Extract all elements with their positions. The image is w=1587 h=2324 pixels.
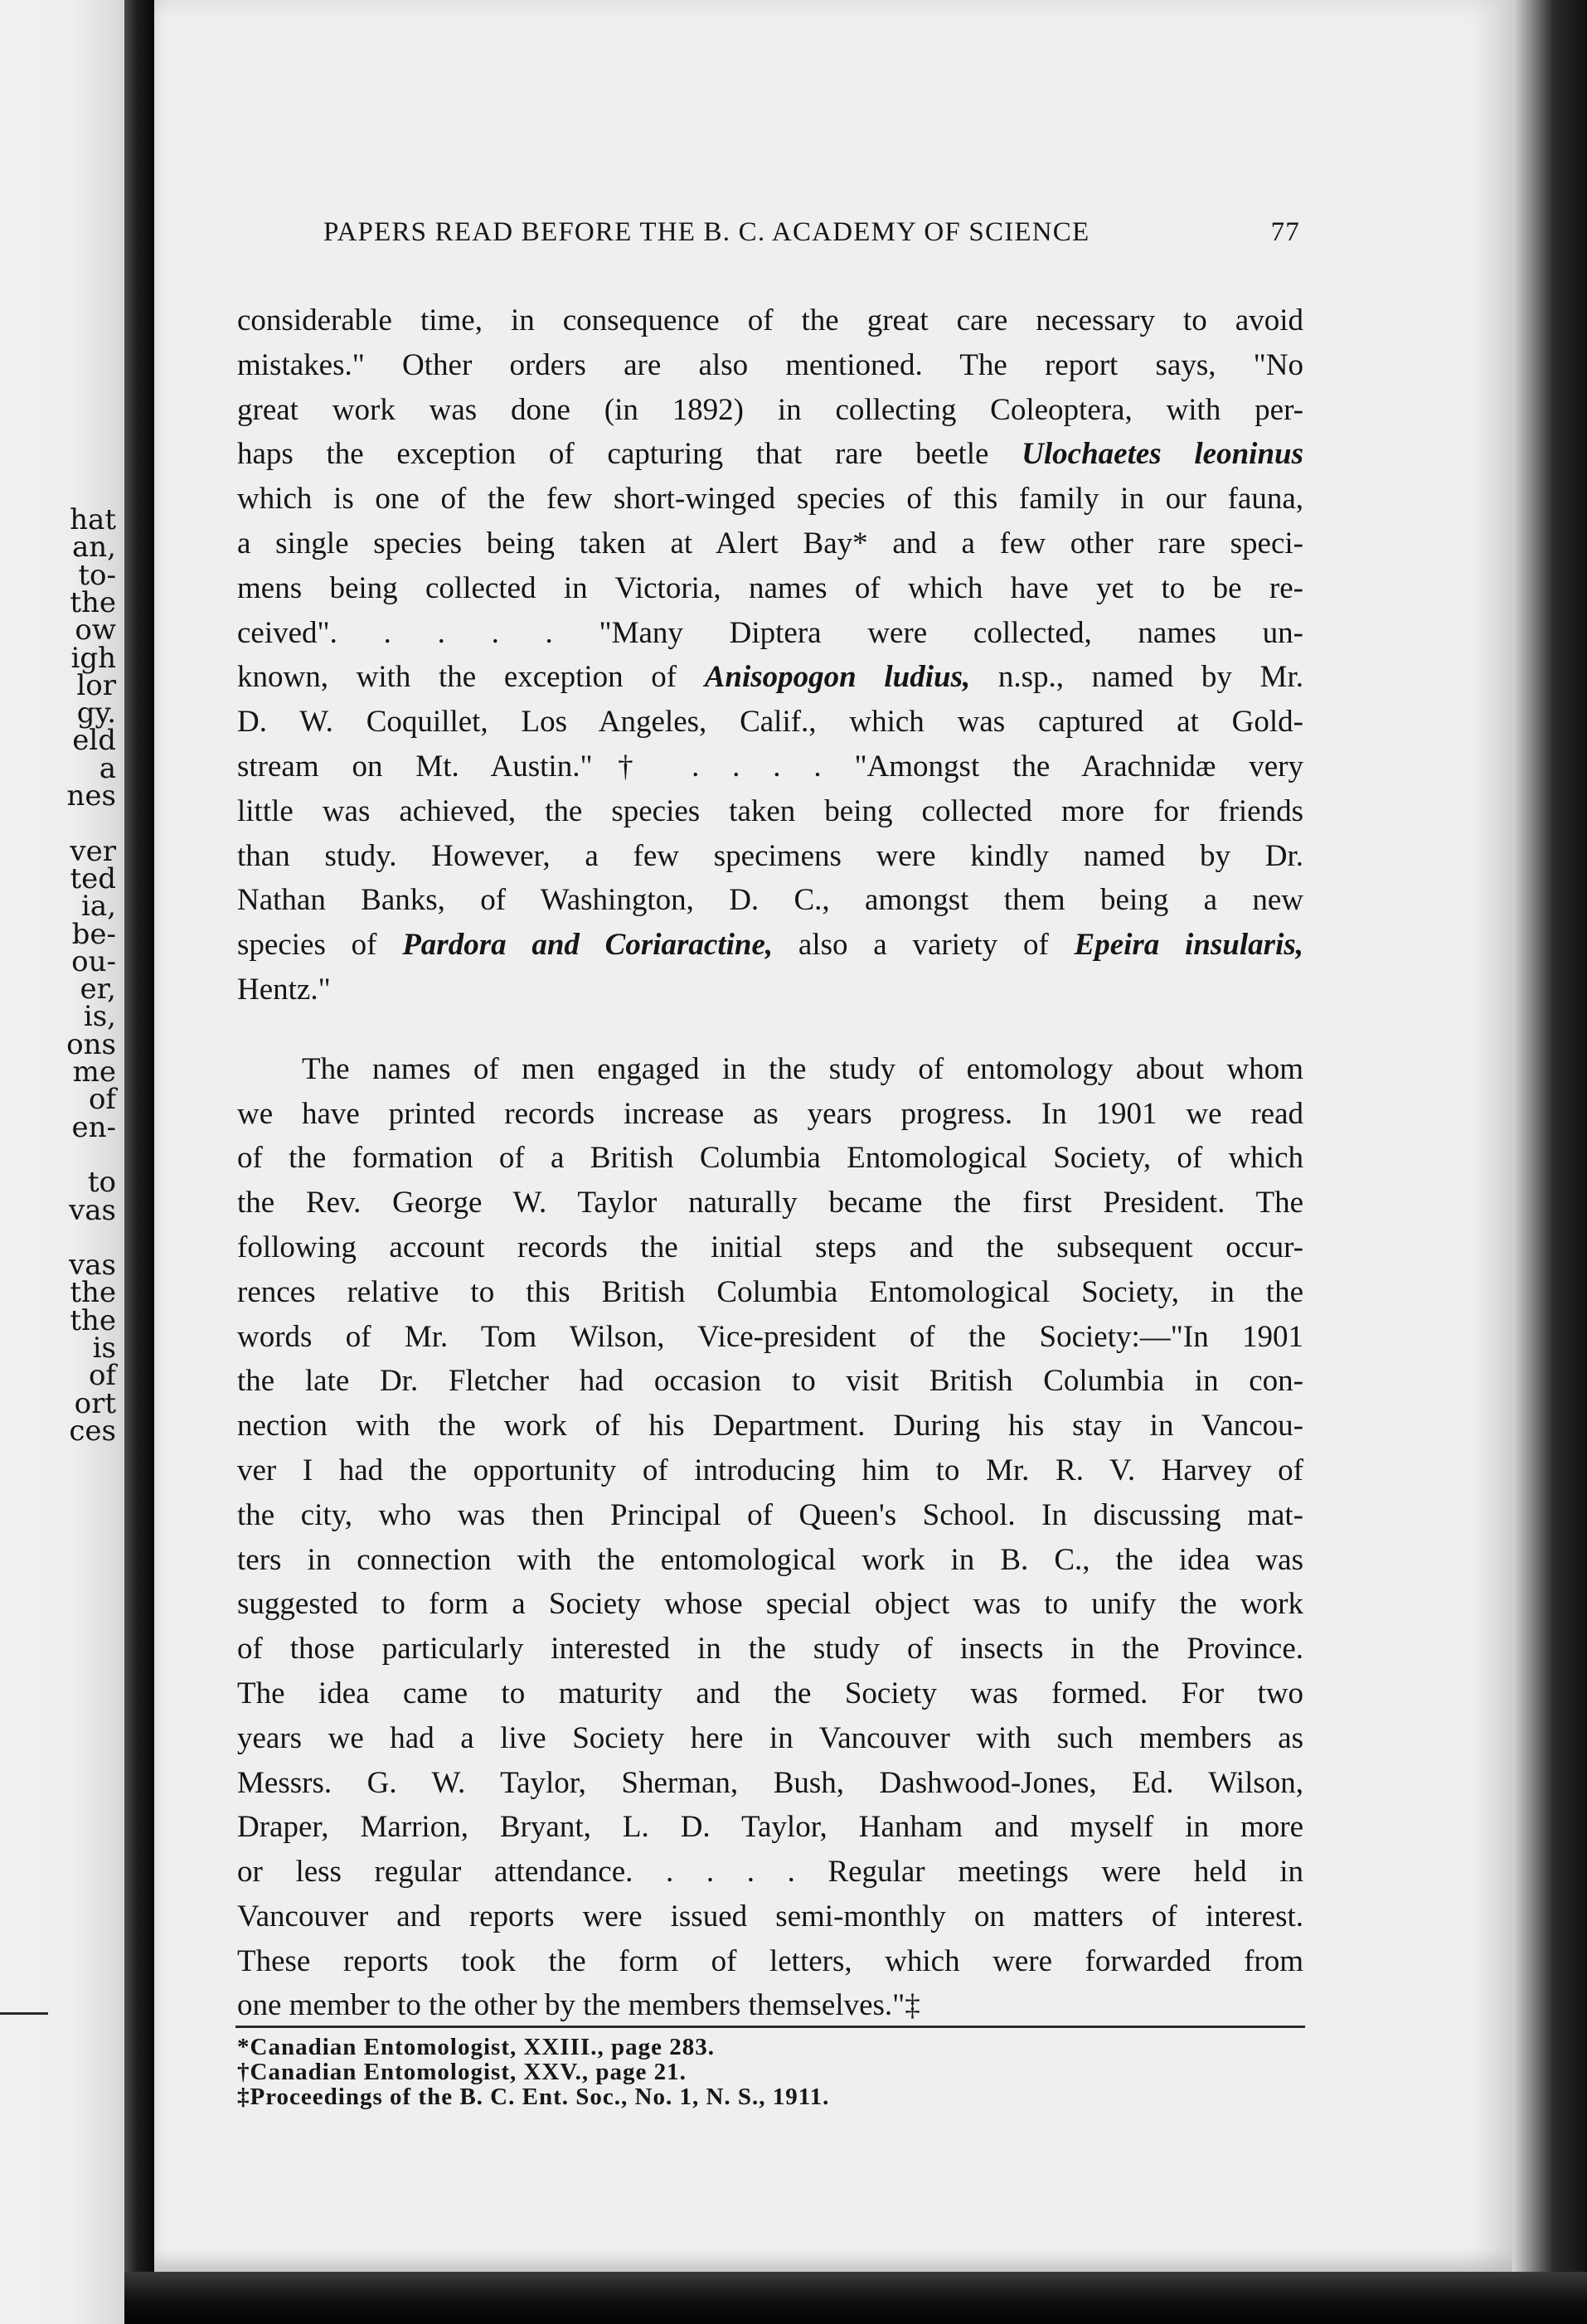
text-line: known, with the exception of Anisopogon ludius, n.sp., named by Mr. xyxy=(237,660,1303,695)
facing-page-fragment: the xyxy=(70,1303,116,1337)
footnote-divider xyxy=(235,2026,1305,2028)
text-line: of those particularly interested in the study of insects in the Province. xyxy=(237,1632,1303,1667)
facing-page-fragment: to- xyxy=(78,558,116,592)
facing-page-fragment: ted xyxy=(70,861,116,895)
facing-page-fragment: vas xyxy=(69,1193,116,1227)
text-line: considerable time, in consequence of the great care necessary to avoid xyxy=(237,303,1303,337)
facing-page-fragment: vas xyxy=(69,1249,116,1283)
footnotes xyxy=(237,2035,1307,2109)
facing-page-fragment: a xyxy=(99,751,116,785)
species-name: Anisopogon ludius, xyxy=(704,660,971,695)
text-line: the city, who was then Principal of Queen's School. In discussing mat- xyxy=(237,1497,1303,1532)
facing-page-fragment: lor xyxy=(76,668,116,702)
text-line: suggested to form a Society whose special object was to unify the work xyxy=(237,1587,1303,1622)
text-line: following account records the initial steps and the subsequent occur- xyxy=(237,1230,1303,1264)
facing-page-fragment: to xyxy=(87,1166,116,1200)
facing-page-fragment: ia, xyxy=(81,890,116,924)
text-line: species of Pardora and Coriaractine, also a variety of Epeira insularis, xyxy=(237,928,1303,963)
text-line: than study. However, a few specimens were kindly named by Dr. xyxy=(237,838,1303,873)
facing-page-fragment: of xyxy=(88,1359,116,1393)
text-line: Messrs. G. W. Taylor, Sherman, Bush, Dashwood-Jones, Ed. Wilson, xyxy=(237,1765,1303,1800)
species-name: Epeira insularis, xyxy=(1074,928,1303,963)
text-line: Nathan Banks, of Washington, D. C., amongst them being a new xyxy=(237,883,1303,918)
facing-page-fragment: ow xyxy=(75,614,116,648)
facing-page-fragment: eld xyxy=(72,724,116,758)
page-number: 77 xyxy=(1270,217,1300,247)
text-line: mistakes." Other orders are also mentioned. The report says, "No xyxy=(237,347,1303,382)
text-line: little was achieved, the species taken being collected more for friends xyxy=(237,793,1303,828)
footnote: †Canadian Entomologist, XXV., page 21. xyxy=(237,2059,687,2085)
facing-page-edge xyxy=(0,0,124,2324)
text-line: Hentz." xyxy=(237,972,331,1007)
text-line: D. W. Coquillet, Los Angeles, Calif., which was captured at Gold- xyxy=(237,705,1303,740)
facing-page-fragment: ons xyxy=(66,1027,116,1061)
text-line: a single species being taken at Alert Bay* and a few other rare speci- xyxy=(237,526,1303,560)
facing-page-fragment: ver xyxy=(70,834,116,868)
facing-page-fragment: be- xyxy=(71,917,116,951)
facing-page-fragment: of xyxy=(88,1083,116,1117)
text-line: The names of men engaged in the study of entomology about whom xyxy=(302,1051,1303,1086)
text-line: ters in connection with the entomological work in B. C., the idea was xyxy=(237,1542,1303,1577)
text-line: These reports took the form of letters, which were forwarded from xyxy=(237,1943,1303,1978)
page-edge-shadow xyxy=(1512,0,1587,2324)
species-name: Pardora and Coriaractine, xyxy=(402,928,774,963)
text-line: The idea came to maturity and the Society was formed. For two xyxy=(237,1676,1303,1710)
facing-page-fragment: nes xyxy=(66,779,116,813)
body-text xyxy=(237,298,1303,2028)
text-line: stream on Mt. Austin."† . . . . "Amongst the Arachnidæ very xyxy=(237,749,1303,784)
facing-page-fragment: hat xyxy=(70,503,116,536)
text-line: words of Mr. Tom Wilson, Vice-president of the Society:—"In 1901 xyxy=(237,1319,1303,1354)
text-line: one member to the other by the members themselves."‡ xyxy=(237,1988,920,2023)
facing-page-fragment: ort xyxy=(74,1386,116,1420)
facing-page-fragment: gy. xyxy=(76,696,116,730)
text-line: Draper, Marrion, Bryant, L. D. Taylor, Hanham and myself in more xyxy=(237,1810,1303,1845)
facing-page-fragment: er, xyxy=(80,973,116,1007)
facing-page-fragment: igh xyxy=(70,641,116,675)
paragraph xyxy=(237,1047,1303,2029)
text-line: years we had a live Society here in Vancouver with such members as xyxy=(237,1720,1303,1755)
facing-page-fragment: ces xyxy=(69,1414,116,1448)
text-line: the Rev. George W. Taylor naturally became the first President. The xyxy=(237,1186,1303,1220)
footnote: ‡Proceedings of the B. C. Ent. Soc., No. 1, N. S., 1911. xyxy=(237,2084,830,2110)
facing-page-fragment: an, xyxy=(72,531,116,565)
text-line: we have printed records increase as years progress. In 1901 we read xyxy=(237,1096,1303,1131)
text-line: which is one of the few short-winged species of this family in our fauna, xyxy=(237,482,1303,517)
text-line: nection with the work of his Department. During his stay in Vancou- xyxy=(237,1409,1303,1443)
text-line: great work was done (in 1892) in collecting Coleoptera, with per- xyxy=(237,392,1303,427)
footnote: *Canadian Entomologist, XXIII., page 283. xyxy=(237,2034,715,2060)
facing-page-rule xyxy=(0,2012,48,2015)
facing-page-fragment: is xyxy=(92,1332,116,1365)
text-line: of the formation of a British Columbia Entomological Society, of which xyxy=(237,1141,1303,1176)
book-gutter xyxy=(124,0,154,2324)
facing-page-fragment: ou- xyxy=(71,944,116,978)
running-head xyxy=(323,217,1300,255)
text-line: rences relative to this British Columbia Entomological Society, in the xyxy=(237,1274,1303,1309)
text-line: mens being collected in Victoria, names of which have yet to be re- xyxy=(237,570,1303,605)
facing-page-fragment: me xyxy=(72,1055,116,1089)
text-line: Vancouver and reports were issued semi-monthly on matters of interest. xyxy=(237,1899,1303,1933)
text-line: or less regular attendance. . . . . Regular meetings were held in xyxy=(237,1855,1303,1890)
facing-page-fragment: is, xyxy=(83,1000,116,1034)
text-line: ceived". . . . . "Many Diptera were collected, names un- xyxy=(237,615,1303,650)
paragraph xyxy=(237,298,1303,1012)
running-head-title: PAPERS READ BEFORE THE B. C. ACADEMY OF SCIENCE xyxy=(323,217,1090,247)
text-line: haps the exception of capturing that rare beetle Ulochaetes leoninus xyxy=(237,437,1303,472)
facing-page-fragment: the xyxy=(70,585,116,619)
text-line: ver I had the opportunity of introducing him to Mr. R. V. Harvey of xyxy=(237,1453,1303,1487)
bottom-edge-shadow xyxy=(124,2272,1587,2324)
text-line: the late Dr. Fletcher had occasion to visit British Columbia in con- xyxy=(237,1364,1303,1399)
facing-page-fragment: the xyxy=(70,1276,116,1310)
species-name: Ulochaetes leoninus xyxy=(1022,437,1303,472)
facing-page-fragment: en- xyxy=(71,1110,116,1144)
